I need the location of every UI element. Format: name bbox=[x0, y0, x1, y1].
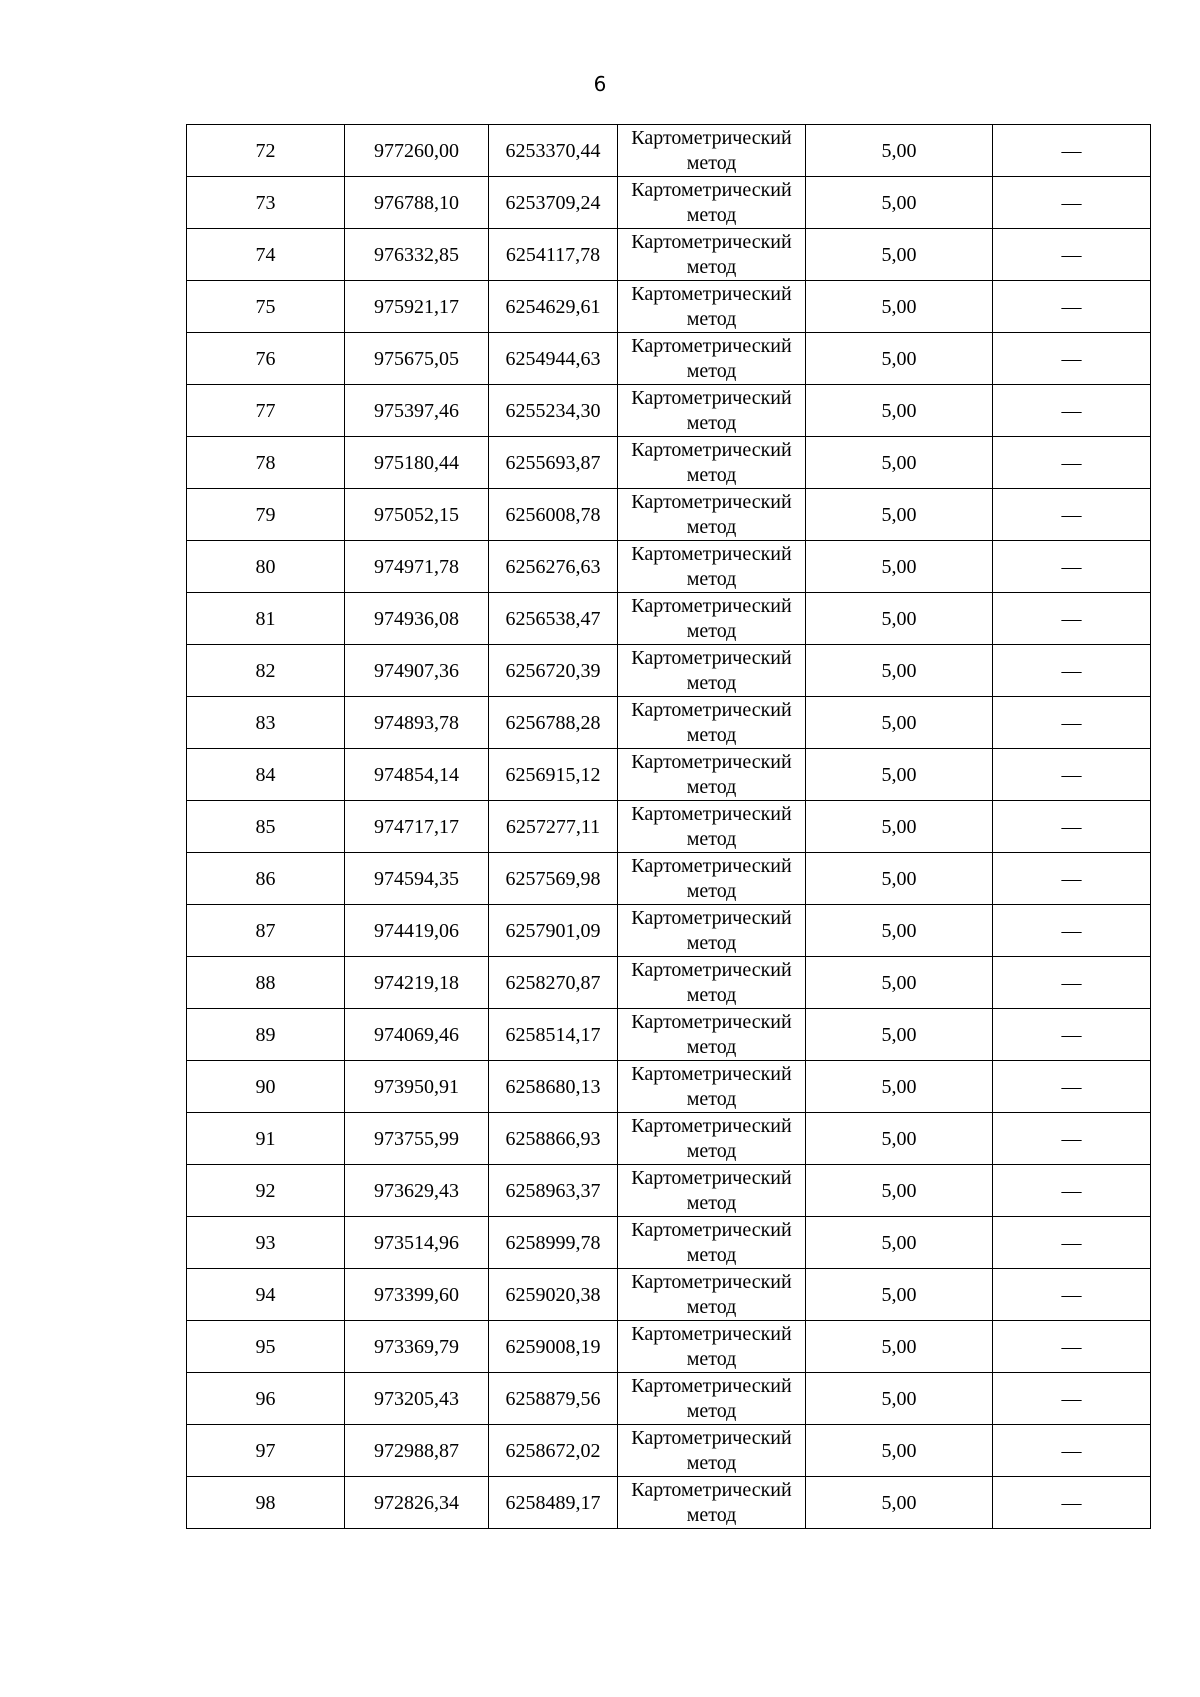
point-number-cell: 72 bbox=[187, 125, 345, 177]
x-coordinate-cell: 973950,91 bbox=[345, 1061, 489, 1113]
method-line-2: метод bbox=[686, 1035, 737, 1058]
table-row bbox=[187, 1269, 1151, 1321]
note-cell: — bbox=[993, 1009, 1151, 1061]
method-line-2: метод bbox=[686, 411, 737, 434]
method-cell bbox=[618, 437, 806, 489]
note-cell: — bbox=[993, 801, 1151, 853]
method-cell bbox=[618, 1269, 806, 1321]
method-cell bbox=[618, 1373, 806, 1425]
x-coordinate-cell: 976332,85 bbox=[345, 229, 489, 281]
x-coordinate-cell: 973629,43 bbox=[345, 1165, 489, 1217]
note-cell: — bbox=[993, 1269, 1151, 1321]
point-number-cell: 92 bbox=[187, 1165, 345, 1217]
method-line-2: метод bbox=[686, 723, 737, 746]
note-cell: — bbox=[993, 1165, 1151, 1217]
method-cell bbox=[618, 957, 806, 1009]
method-cell bbox=[618, 853, 806, 905]
method-line-1: Картометрический bbox=[631, 1374, 792, 1397]
note-cell: — bbox=[993, 229, 1151, 281]
note-cell: — bbox=[993, 905, 1151, 957]
accuracy-cell: 5,00 bbox=[806, 1113, 993, 1165]
method-cell bbox=[618, 125, 806, 177]
method-cell bbox=[618, 1425, 806, 1477]
point-number-cell: 87 bbox=[187, 905, 345, 957]
method-cell bbox=[618, 645, 806, 697]
table-row bbox=[187, 333, 1151, 385]
y-coordinate-cell: 6256276,63 bbox=[489, 541, 618, 593]
method-line-2: метод bbox=[686, 515, 737, 538]
table-row bbox=[187, 1425, 1151, 1477]
x-coordinate-cell: 977260,00 bbox=[345, 125, 489, 177]
method-cell bbox=[618, 1009, 806, 1061]
accuracy-cell: 5,00 bbox=[806, 801, 993, 853]
x-coordinate-cell: 974594,35 bbox=[345, 853, 489, 905]
x-coordinate-cell: 972988,87 bbox=[345, 1425, 489, 1477]
point-number-cell: 83 bbox=[187, 697, 345, 749]
method-line-1: Картометрический bbox=[631, 1426, 792, 1449]
method-cell bbox=[618, 1061, 806, 1113]
note-cell: — bbox=[993, 541, 1151, 593]
method-cell bbox=[618, 1113, 806, 1165]
method-cell bbox=[618, 385, 806, 437]
accuracy-cell: 5,00 bbox=[806, 853, 993, 905]
note-cell: — bbox=[993, 385, 1151, 437]
method-line-1: Картометрический bbox=[631, 1166, 792, 1189]
point-number-cell: 75 bbox=[187, 281, 345, 333]
accuracy-cell: 5,00 bbox=[806, 697, 993, 749]
point-number-cell: 82 bbox=[187, 645, 345, 697]
table-row bbox=[187, 177, 1151, 229]
point-number-cell: 89 bbox=[187, 1009, 345, 1061]
x-coordinate-cell: 974971,78 bbox=[345, 541, 489, 593]
method-line-1: Картометрический bbox=[631, 1478, 792, 1501]
accuracy-cell: 5,00 bbox=[806, 281, 993, 333]
x-coordinate-cell: 972826,34 bbox=[345, 1477, 489, 1529]
method-line-2: метод bbox=[686, 1399, 737, 1422]
method-cell bbox=[618, 1321, 806, 1373]
method-cell bbox=[618, 1477, 806, 1529]
point-number-cell: 93 bbox=[187, 1217, 345, 1269]
method-line-2: метод bbox=[686, 879, 737, 902]
x-coordinate-cell: 973399,60 bbox=[345, 1269, 489, 1321]
accuracy-cell: 5,00 bbox=[806, 1217, 993, 1269]
method-line-2: метод bbox=[686, 255, 737, 278]
y-coordinate-cell: 6258963,37 bbox=[489, 1165, 618, 1217]
method-line-1: Картометрический bbox=[631, 542, 792, 565]
accuracy-cell: 5,00 bbox=[806, 1321, 993, 1373]
point-number-cell: 86 bbox=[187, 853, 345, 905]
table-row bbox=[187, 1061, 1151, 1113]
note-cell: — bbox=[993, 645, 1151, 697]
method-line-2: метод bbox=[686, 1243, 737, 1266]
table-row bbox=[187, 437, 1151, 489]
method-cell bbox=[618, 593, 806, 645]
coordinates-table bbox=[186, 124, 1151, 1529]
table-row bbox=[187, 853, 1151, 905]
coordinates-table-body bbox=[187, 125, 1151, 1529]
table-row bbox=[187, 905, 1151, 957]
point-number-cell: 94 bbox=[187, 1269, 345, 1321]
method-line-1: Картометрический bbox=[631, 802, 792, 825]
table-row bbox=[187, 801, 1151, 853]
accuracy-cell: 5,00 bbox=[806, 593, 993, 645]
note-cell: — bbox=[993, 697, 1151, 749]
point-number-cell: 85 bbox=[187, 801, 345, 853]
table-row bbox=[187, 229, 1151, 281]
method-line-2: метод bbox=[686, 359, 737, 382]
method-cell bbox=[618, 229, 806, 281]
method-line-2: метод bbox=[686, 1347, 737, 1370]
method-cell bbox=[618, 177, 806, 229]
x-coordinate-cell: 974936,08 bbox=[345, 593, 489, 645]
x-coordinate-cell: 974069,46 bbox=[345, 1009, 489, 1061]
method-line-1: Картометрический bbox=[631, 750, 792, 773]
table-row bbox=[187, 645, 1151, 697]
y-coordinate-cell: 6259020,38 bbox=[489, 1269, 618, 1321]
y-coordinate-cell: 6257569,98 bbox=[489, 853, 618, 905]
method-line-2: метод bbox=[686, 619, 737, 642]
table-row bbox=[187, 385, 1151, 437]
method-line-1: Картометрический bbox=[631, 386, 792, 409]
method-line-2: метод bbox=[686, 203, 737, 226]
accuracy-cell: 5,00 bbox=[806, 957, 993, 1009]
x-coordinate-cell: 974907,36 bbox=[345, 645, 489, 697]
y-coordinate-cell: 6254944,63 bbox=[489, 333, 618, 385]
point-number-cell: 88 bbox=[187, 957, 345, 1009]
note-cell: — bbox=[993, 333, 1151, 385]
point-number-cell: 81 bbox=[187, 593, 345, 645]
y-coordinate-cell: 6258270,87 bbox=[489, 957, 618, 1009]
x-coordinate-cell: 974419,06 bbox=[345, 905, 489, 957]
accuracy-cell: 5,00 bbox=[806, 1269, 993, 1321]
table-row bbox=[187, 1477, 1151, 1529]
accuracy-cell: 5,00 bbox=[806, 385, 993, 437]
method-cell bbox=[618, 801, 806, 853]
y-coordinate-cell: 6258879,56 bbox=[489, 1373, 618, 1425]
table-row bbox=[187, 541, 1151, 593]
accuracy-cell: 5,00 bbox=[806, 1477, 993, 1529]
note-cell: — bbox=[993, 593, 1151, 645]
x-coordinate-cell: 976788,10 bbox=[345, 177, 489, 229]
x-coordinate-cell: 975180,44 bbox=[345, 437, 489, 489]
y-coordinate-cell: 6257277,11 bbox=[489, 801, 618, 853]
note-cell: — bbox=[993, 853, 1151, 905]
table-row bbox=[187, 1373, 1151, 1425]
accuracy-cell: 5,00 bbox=[806, 1425, 993, 1477]
method-cell bbox=[618, 1165, 806, 1217]
method-cell bbox=[618, 281, 806, 333]
method-line-1: Картометрический bbox=[631, 438, 792, 461]
table-row bbox=[187, 593, 1151, 645]
x-coordinate-cell: 973205,43 bbox=[345, 1373, 489, 1425]
point-number-cell: 78 bbox=[187, 437, 345, 489]
point-number-cell: 97 bbox=[187, 1425, 345, 1477]
accuracy-cell: 5,00 bbox=[806, 1009, 993, 1061]
accuracy-cell: 5,00 bbox=[806, 541, 993, 593]
method-line-2: метод bbox=[686, 983, 737, 1006]
note-cell: — bbox=[993, 125, 1151, 177]
y-coordinate-cell: 6256538,47 bbox=[489, 593, 618, 645]
method-line-2: метод bbox=[686, 1139, 737, 1162]
accuracy-cell: 5,00 bbox=[806, 177, 993, 229]
y-coordinate-cell: 6256915,12 bbox=[489, 749, 618, 801]
x-coordinate-cell: 974717,17 bbox=[345, 801, 489, 853]
note-cell: — bbox=[993, 1061, 1151, 1113]
y-coordinate-cell: 6258999,78 bbox=[489, 1217, 618, 1269]
note-cell: — bbox=[993, 1113, 1151, 1165]
accuracy-cell: 5,00 bbox=[806, 749, 993, 801]
method-line-2: метод bbox=[686, 775, 737, 798]
table-row bbox=[187, 1165, 1151, 1217]
note-cell: — bbox=[993, 437, 1151, 489]
method-cell bbox=[618, 905, 806, 957]
method-line-1: Картометрический bbox=[631, 854, 792, 877]
point-number-cell: 80 bbox=[187, 541, 345, 593]
table-row bbox=[187, 957, 1151, 1009]
note-cell: — bbox=[993, 1321, 1151, 1373]
method-line-2: метод bbox=[686, 1191, 737, 1214]
point-number-cell: 73 bbox=[187, 177, 345, 229]
table-row bbox=[187, 749, 1151, 801]
y-coordinate-cell: 6258672,02 bbox=[489, 1425, 618, 1477]
accuracy-cell: 5,00 bbox=[806, 333, 993, 385]
method-line-2: метод bbox=[686, 1295, 737, 1318]
y-coordinate-cell: 6254117,78 bbox=[489, 229, 618, 281]
y-coordinate-cell: 6254629,61 bbox=[489, 281, 618, 333]
method-line-2: метод bbox=[686, 1451, 737, 1474]
table-row bbox=[187, 1009, 1151, 1061]
method-line-1: Картометрический bbox=[631, 698, 792, 721]
method-line-1: Картометрический bbox=[631, 1322, 792, 1345]
table-row bbox=[187, 1113, 1151, 1165]
point-number-cell: 74 bbox=[187, 229, 345, 281]
x-coordinate-cell: 974219,18 bbox=[345, 957, 489, 1009]
method-line-1: Картометрический bbox=[631, 1010, 792, 1033]
method-line-2: метод bbox=[686, 1087, 737, 1110]
table-row bbox=[187, 125, 1151, 177]
point-number-cell: 95 bbox=[187, 1321, 345, 1373]
page-number: 6 bbox=[593, 72, 607, 96]
method-line-1: Картометрический bbox=[631, 126, 792, 149]
y-coordinate-cell: 6256008,78 bbox=[489, 489, 618, 541]
accuracy-cell: 5,00 bbox=[806, 645, 993, 697]
note-cell: — bbox=[993, 177, 1151, 229]
point-number-cell: 90 bbox=[187, 1061, 345, 1113]
y-coordinate-cell: 6258514,17 bbox=[489, 1009, 618, 1061]
table-row bbox=[187, 489, 1151, 541]
point-number-cell: 84 bbox=[187, 749, 345, 801]
method-cell bbox=[618, 489, 806, 541]
note-cell: — bbox=[993, 1425, 1151, 1477]
method-line-2: метод bbox=[686, 827, 737, 850]
point-number-cell: 96 bbox=[187, 1373, 345, 1425]
table-row bbox=[187, 1217, 1151, 1269]
method-line-1: Картометрический bbox=[631, 906, 792, 929]
accuracy-cell: 5,00 bbox=[806, 125, 993, 177]
y-coordinate-cell: 6255234,30 bbox=[489, 385, 618, 437]
note-cell: — bbox=[993, 1373, 1151, 1425]
method-line-2: метод bbox=[686, 463, 737, 486]
table-row bbox=[187, 281, 1151, 333]
method-cell bbox=[618, 749, 806, 801]
x-coordinate-cell: 973755,99 bbox=[345, 1113, 489, 1165]
point-number-cell: 76 bbox=[187, 333, 345, 385]
note-cell: — bbox=[993, 1477, 1151, 1529]
method-line-1: Картометрический bbox=[631, 282, 792, 305]
y-coordinate-cell: 6253370,44 bbox=[489, 125, 618, 177]
method-line-1: Картометрический bbox=[631, 958, 792, 981]
point-number-cell: 79 bbox=[187, 489, 345, 541]
note-cell: — bbox=[993, 957, 1151, 1009]
accuracy-cell: 5,00 bbox=[806, 905, 993, 957]
method-line-2: метод bbox=[686, 151, 737, 174]
method-line-1: Картометрический bbox=[631, 230, 792, 253]
method-line-1: Картометрический bbox=[631, 1218, 792, 1241]
y-coordinate-cell: 6256788,28 bbox=[489, 697, 618, 749]
method-line-2: метод bbox=[686, 567, 737, 590]
note-cell: — bbox=[993, 1217, 1151, 1269]
note-cell: — bbox=[993, 281, 1151, 333]
method-cell bbox=[618, 697, 806, 749]
method-line-1: Картометрический bbox=[631, 1114, 792, 1137]
x-coordinate-cell: 975397,46 bbox=[345, 385, 489, 437]
method-line-1: Картометрический bbox=[631, 178, 792, 201]
x-coordinate-cell: 974854,14 bbox=[345, 749, 489, 801]
method-cell bbox=[618, 333, 806, 385]
point-number-cell: 77 bbox=[187, 385, 345, 437]
method-line-1: Картометрический bbox=[631, 1270, 792, 1293]
point-number-cell: 98 bbox=[187, 1477, 345, 1529]
method-line-2: метод bbox=[686, 671, 737, 694]
x-coordinate-cell: 975052,15 bbox=[345, 489, 489, 541]
accuracy-cell: 5,00 bbox=[806, 1165, 993, 1217]
method-line-1: Картометрический bbox=[631, 334, 792, 357]
point-number-cell: 91 bbox=[187, 1113, 345, 1165]
y-coordinate-cell: 6256720,39 bbox=[489, 645, 618, 697]
table-row bbox=[187, 1321, 1151, 1373]
accuracy-cell: 5,00 bbox=[806, 437, 993, 489]
accuracy-cell: 5,00 bbox=[806, 1061, 993, 1113]
y-coordinate-cell: 6258489,17 bbox=[489, 1477, 618, 1529]
x-coordinate-cell: 973369,79 bbox=[345, 1321, 489, 1373]
accuracy-cell: 5,00 bbox=[806, 489, 993, 541]
method-line-2: метод bbox=[686, 307, 737, 330]
method-line-1: Картометрический bbox=[631, 646, 792, 669]
method-line-1: Картометрический bbox=[631, 1062, 792, 1085]
y-coordinate-cell: 6259008,19 bbox=[489, 1321, 618, 1373]
y-coordinate-cell: 6257901,09 bbox=[489, 905, 618, 957]
y-coordinate-cell: 6258680,13 bbox=[489, 1061, 618, 1113]
x-coordinate-cell: 975675,05 bbox=[345, 333, 489, 385]
note-cell: — bbox=[993, 749, 1151, 801]
method-line-1: Картометрический bbox=[631, 594, 792, 617]
method-line-2: метод bbox=[686, 1503, 737, 1526]
x-coordinate-cell: 973514,96 bbox=[345, 1217, 489, 1269]
note-cell: — bbox=[993, 489, 1151, 541]
method-cell bbox=[618, 541, 806, 593]
accuracy-cell: 5,00 bbox=[806, 1373, 993, 1425]
y-coordinate-cell: 6255693,87 bbox=[489, 437, 618, 489]
y-coordinate-cell: 6253709,24 bbox=[489, 177, 618, 229]
x-coordinate-cell: 974893,78 bbox=[345, 697, 489, 749]
x-coordinate-cell: 975921,17 bbox=[345, 281, 489, 333]
y-coordinate-cell: 6258866,93 bbox=[489, 1113, 618, 1165]
table-row bbox=[187, 697, 1151, 749]
method-line-1: Картометрический bbox=[631, 490, 792, 513]
method-line-2: метод bbox=[686, 931, 737, 954]
accuracy-cell: 5,00 bbox=[806, 229, 993, 281]
method-cell bbox=[618, 1217, 806, 1269]
